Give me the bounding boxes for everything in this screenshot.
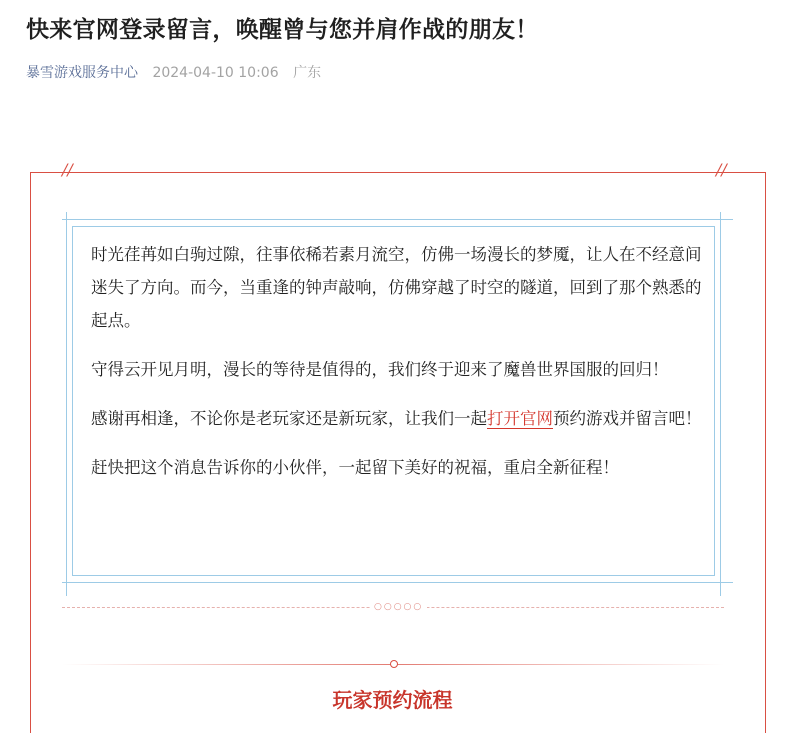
corner-ornament-right: // [716, 160, 727, 179]
section-title: 玩家预约流程 [332, 688, 453, 712]
section-header-circle [390, 660, 398, 668]
official-site-link[interactable]: 打开官网 [487, 409, 553, 428]
paragraph-3-text-after: 预约游戏并留言吧！ [553, 409, 702, 428]
body-paragraph-3 [91, 402, 703, 435]
corner-ornament-left: // [62, 160, 73, 179]
article-meta [26, 63, 321, 83]
blue-frame-line [62, 582, 733, 583]
body-paragraph-1: 时光荏苒如白驹过隙，往事依稀若素月流空，仿佛一场漫长的梦魇，让人在不经意间迷失了方向。而今，当重逢的钟声敲响，仿佛穿越了时空的隧道，回到了那个熟悉的起点。 [91, 245, 702, 330]
article-title: 快来官网登录留言，唤醒曾与您并肩作战的朋友！ [26, 17, 539, 43]
publish-date: 2024-04-10 10:06 [152, 65, 279, 81]
blue-frame-line [720, 212, 721, 596]
body-paragraph-4: 赶快把这个消息告诉你的小伙伴，一起留下美好的祝福，重启全新征程！ [91, 458, 619, 477]
paragraph-3-text-before: 感谢再相逢，不论你是老玩家还是新玩家，让我们一起 [91, 409, 487, 428]
body-paragraph-2: 守得云开见月明，漫长的等待是值得的，我们终于迎来了魔兽世界国服的回归！ [91, 360, 669, 379]
publish-location: 广东 [293, 65, 322, 81]
account-name-link[interactable]: 暴雪游戏服务中心 [26, 65, 138, 81]
article-body [91, 238, 703, 500]
blue-frame-line [66, 212, 67, 596]
divider-dots: ○○○○○ [370, 601, 427, 613]
blue-frame-line [62, 219, 733, 220]
